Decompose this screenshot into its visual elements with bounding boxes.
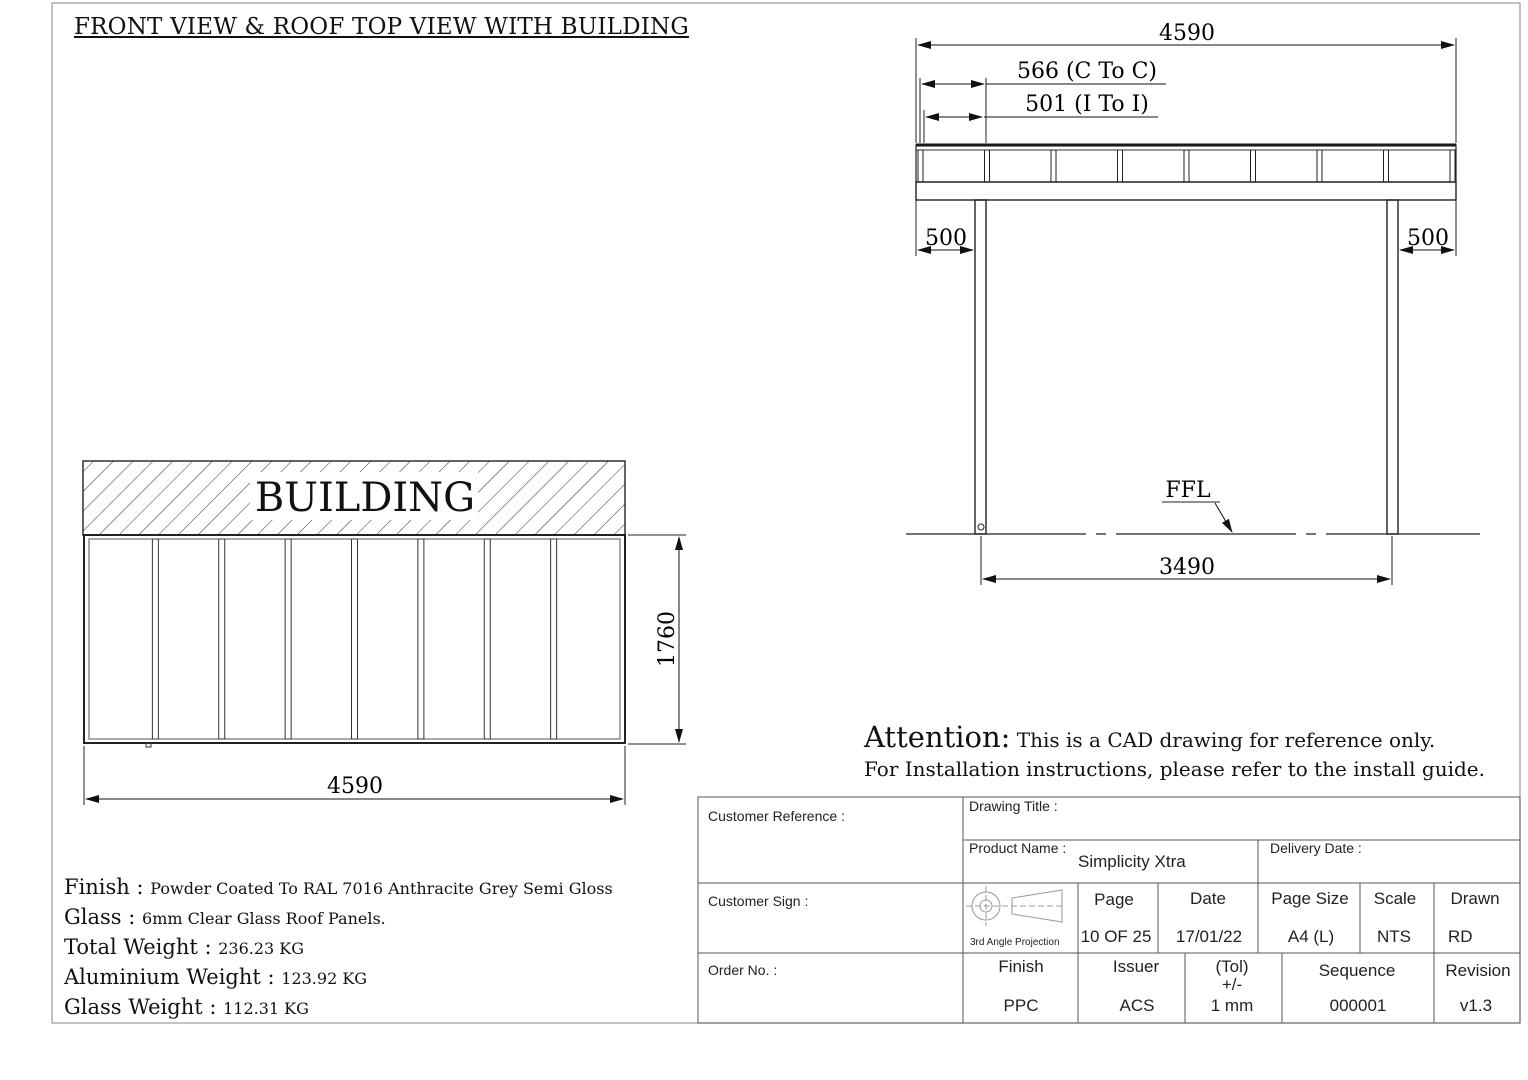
roof-panels: [152, 539, 556, 739]
front-view: [906, 21, 1480, 585]
page-value: 10 OF 25: [1080, 927, 1152, 946]
finish-value: PPC: [1003, 996, 1039, 1015]
front-rafter: [1184, 150, 1189, 182]
date-label: Date: [1190, 889, 1226, 908]
tolerance-sign: +/-: [1221, 975, 1243, 994]
revision-label: Revision: [1445, 961, 1511, 980]
note-glass: Glass : 6mm Clear Glass Roof Panels.: [64, 905, 386, 929]
page-size-label: Page Size: [1271, 889, 1349, 908]
scale-label: Scale: [1373, 889, 1417, 908]
attention-word: Attention:: [864, 720, 1011, 754]
note-glass-weight: Glass Weight : 112.31 KG: [64, 995, 309, 1019]
roof-top-view: [83, 461, 686, 805]
drawing-title-label: Drawing Title :: [969, 798, 1058, 814]
front-rafter: [918, 150, 923, 182]
left-post: [975, 200, 986, 534]
order-no-label: Order No. :: [708, 962, 778, 978]
ffl-leader: [1215, 503, 1232, 532]
revision-value: v1.3: [1459, 996, 1493, 1015]
drawn-value: RD: [1448, 927, 1473, 946]
page-size-value: A4 (L): [1287, 927, 1335, 946]
front-beam: [916, 182, 1456, 200]
front-rafter: [1051, 150, 1056, 182]
page-title: FRONT VIEW & ROOF TOP VIEW WITH BUILDING: [74, 14, 689, 40]
top-depth-dim: 1760: [655, 611, 680, 667]
page-label: Page: [1094, 890, 1134, 909]
ffl-label: FFL: [1165, 478, 1211, 503]
date-value: 17/01/22: [1175, 927, 1243, 946]
front-rafter: [1317, 150, 1322, 182]
glazing-bar: [285, 539, 291, 739]
top-width-dim: 4590: [327, 774, 383, 799]
note-total-weight: Total Weight : 236.23 KG: [64, 935, 305, 959]
front-rafter: [1450, 150, 1455, 182]
drawn-label: Drawn: [1450, 889, 1500, 908]
roof-inner-frame: [89, 539, 620, 739]
front-width-dim: 4590: [1159, 21, 1215, 46]
front-rafter: [985, 150, 990, 182]
tolerance-value: 1 mm: [1210, 996, 1254, 1015]
sequence-value: 000001: [1329, 996, 1387, 1015]
glazing-bar: [352, 539, 358, 739]
front-rafters: [918, 150, 1455, 182]
product-name-value: Simplicity Xtra: [1078, 852, 1186, 871]
issuer-value: ACS: [1119, 996, 1155, 1015]
install-note: For Installation instructions, please refer to the install guide.: [864, 757, 1485, 781]
glazing-bar: [484, 539, 490, 739]
roof-frame: [84, 535, 625, 743]
customer-reference-label: Customer Reference :: [708, 808, 845, 824]
product-name-label: Product Name :: [969, 840, 1067, 856]
projection-label: 3rd Angle Projection: [970, 937, 1060, 948]
issuer-label: Issuer: [1112, 957, 1160, 976]
customer-sign-label: Customer Sign :: [708, 893, 809, 909]
projection-symbol-icon: [966, 886, 1062, 926]
spec-notes: [64, 873, 613, 1023]
right-post: [1387, 200, 1398, 534]
c-to-c-dim: 566 (C To C): [1016, 59, 1158, 84]
roof-glazing-band: [916, 145, 1456, 182]
glazing-bar: [152, 539, 158, 739]
post-span-dim: 3490: [1159, 555, 1215, 580]
tolerance-label: (Tol): [1215, 957, 1249, 976]
delivery-date-label: Delivery Date :: [1270, 840, 1362, 856]
right-overhang-dim: 500: [1407, 226, 1449, 251]
front-rafter: [1384, 150, 1389, 182]
attention-note: [864, 720, 1435, 754]
left-overhang-dim: 500: [925, 226, 967, 251]
note-finish: Finish : Powder Coated To RAL 7016 Anthracite Grey Semi Gloss: [64, 875, 613, 899]
finish-label: Finish: [998, 957, 1044, 976]
note-aluminium-weight: Aluminium Weight : 123.92 KG: [64, 965, 368, 989]
glazing-bar: [418, 539, 424, 739]
title-block: [698, 797, 1520, 1023]
glazing-bar: [219, 539, 225, 739]
front-rafter: [1251, 150, 1256, 182]
i-to-i-dim: 501 (I To I): [1025, 92, 1149, 117]
attention-text: This is a CAD drawing for reference only.: [1016, 728, 1436, 752]
front-rafter: [1118, 150, 1123, 182]
building-label: BUILDING: [254, 475, 476, 521]
glazing-bar: [551, 539, 557, 739]
scale-value: NTS: [1377, 927, 1411, 946]
sequence-label: Sequence: [1318, 961, 1396, 980]
